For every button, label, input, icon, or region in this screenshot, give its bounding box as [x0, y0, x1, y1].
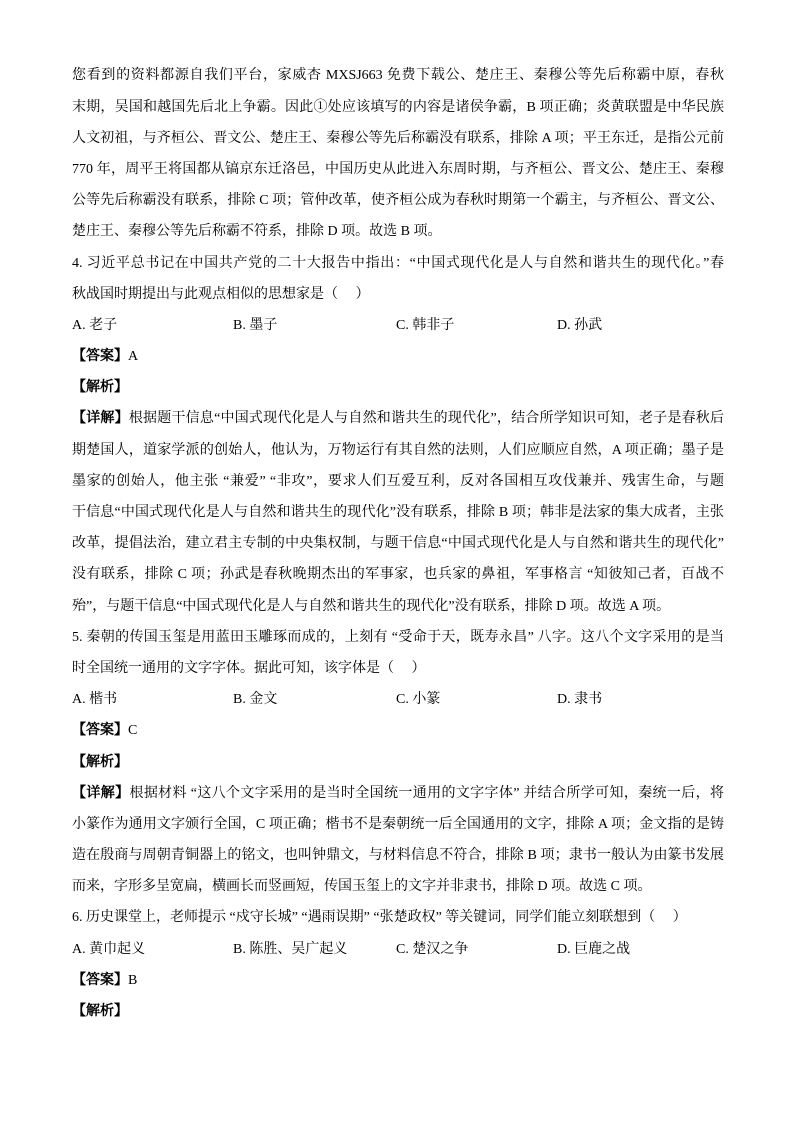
option-c: C. 楚汉之争 — [396, 941, 469, 957]
question-6 — [72, 902, 724, 1027]
detail-line: 墨家的创始人，他主张 “兼爱” “非攻”，要求人们互爱互利，反对各国相互攻伐兼并、残害生命，与题 — [72, 473, 724, 489]
option-c: C. 小篆 — [396, 692, 441, 708]
page-content — [72, 60, 724, 1027]
question-stem-line: 时全国统一通用的文字字体。据此可知，该字体是（ ） — [72, 660, 426, 676]
explanation-line: 770 年，周平王将国都从镐京东迁洛邑，中国历史从此进入东周时期，与齐桓公、晋文公、楚庄王、秦穆 — [72, 161, 724, 177]
answer-line — [72, 965, 724, 996]
option-d: D. 巨鹿之战 — [557, 941, 631, 957]
detail-line: 期楚国人，道家学派的创始人，他认为，万物运行有其自然的法则，人们应顺应自然，A 项正确；墨子是 — [72, 442, 724, 458]
detail-label: 【详解】 — [72, 785, 130, 801]
options-row — [72, 310, 724, 341]
answer-value: C — [128, 723, 138, 739]
option-a: A. 楷书 — [72, 692, 118, 708]
answer-label: 【答案】 — [72, 349, 128, 365]
detail-label: 【详解】 — [72, 411, 129, 427]
detail-line: 干信息“中国式现代化是人与自然和谐共生的现代化”没有联系，排除 B 项；韩非是法家的集大成者，主张 — [72, 505, 724, 521]
answer-label: 【答案】 — [72, 972, 128, 988]
option-c: C. 韩非子 — [396, 317, 455, 333]
detail-line: 而来，字形多呈宽扁，横画长而竖画短，传国玉玺上的文字并非隶书，排除 D 项。故选 C 项。 — [72, 879, 652, 895]
options-row — [72, 934, 724, 965]
question-5 — [72, 622, 724, 903]
detail-line: 小篆作为通用文字颁行全国，C 项正确；楷书不是秦朝统一后全国通用的文字，排除 A 项；金文指的是铸 — [72, 816, 724, 832]
option-b: B. 墨子 — [233, 317, 278, 333]
detail-line: 改革，提倡法治，建立君主专制的中央集权制，与题干信息“中国式现代化是人与自然和谐共生的现代化” — [72, 536, 724, 552]
question-stem-line: 秋战国时期提出与此观点相似的思想家是（ ） — [72, 286, 370, 302]
detail-line: 造在殷商与周朝青铜器上的铭文，也叫钟鼎文，与材料信息不符合，排除 B 项；隶书一般认为由篆书发展 — [72, 848, 724, 864]
question-stem-line: 6. 历史课堂上，老师提示 “戍守长城” “遇雨误期” “张楚政权” 等关键词，同学们能立刻联想到（ ） — [72, 910, 687, 926]
analysis-label: 【解析】 — [72, 380, 128, 396]
explanation-line: 您看到的资料都源自我们平台，家威杏 MXSJ663 免费下载公、楚庄王、秦穆公等先后称霸中原，春秋 — [72, 68, 724, 84]
explanation-line: 公等先后称霸没有联系，排除 C 项；管仲改革，使齐桓公成为春秋时期第一个霸主，与齐桓公、晋文公、 — [72, 193, 724, 209]
option-a: A. 黄巾起义 — [72, 941, 146, 957]
explanation-line: 末期，吴国和越国先后北上争霸。因此①处应该填写的内容是诸侯争霸，B 项正确；炎黄联盟是中华民族 — [72, 99, 724, 115]
answer-line — [72, 341, 724, 372]
options-row — [72, 684, 724, 715]
option-b: B. 金文 — [233, 692, 278, 708]
option-d: D. 孙武 — [557, 317, 603, 333]
answer-line — [72, 715, 724, 746]
answer-value: A — [128, 349, 139, 365]
detail-text: 根据题干信息“中国式现代化是人与自然和谐共生的现代化”，结合所学知识可知，老子是春秋后 — [128, 411, 724, 427]
answer-value: B — [128, 972, 138, 988]
detail-line — [72, 403, 724, 434]
question-stem-line: 5. 秦朝的传国玉玺是用蓝田玉雕琢而成的，上刻有 “受命于天，既寿永昌” 八字。这八个文字采用的是当 — [72, 629, 724, 645]
detail-line: 没有联系，排除 C 项；孙武是春秋晚期杰出的军事家，也兵家的鼻祖，军事格言 “知彼知己者，百战不 — [72, 567, 724, 583]
question-4 — [72, 248, 724, 622]
analysis-label: 【解析】 — [72, 1004, 128, 1020]
previous-explanation — [72, 60, 724, 247]
detail-text: 根据材料 “这八个文字采用的是当时全国统一通用的文字字体” 并结合所学可知，秦统一后，将 — [129, 785, 725, 801]
question-stem-line: 4. 习近平总书记在中国共产党的二十大报告中指出：“中国式现代化是人与自然和谐共生的现代化。”春 — [72, 255, 724, 271]
explanation-line: 楚庄王、秦穆公等先后称霸不符系，排除 D 项。故选 B 项。 — [72, 224, 442, 240]
option-b: B. 陈胜、吴广起义 — [233, 941, 348, 957]
option-a: A. 老子 — [72, 317, 118, 333]
detail-line — [72, 778, 724, 809]
answer-label: 【答案】 — [72, 723, 128, 739]
analysis-label: 【解析】 — [72, 754, 128, 770]
explanation-line: 人文初祖，与齐桓公、晋文公、楚庄王、秦穆公等先后称霸没有联系，排除 A 项；平王东迁，是指公元前 — [72, 130, 724, 146]
detail-line: 殆”，与题干信息“中国式现代化是人与自然和谐共生的现代化”没有联系，排除 D 项。故选 A 项。 — [72, 598, 671, 614]
option-d: D. 隶书 — [557, 692, 603, 708]
